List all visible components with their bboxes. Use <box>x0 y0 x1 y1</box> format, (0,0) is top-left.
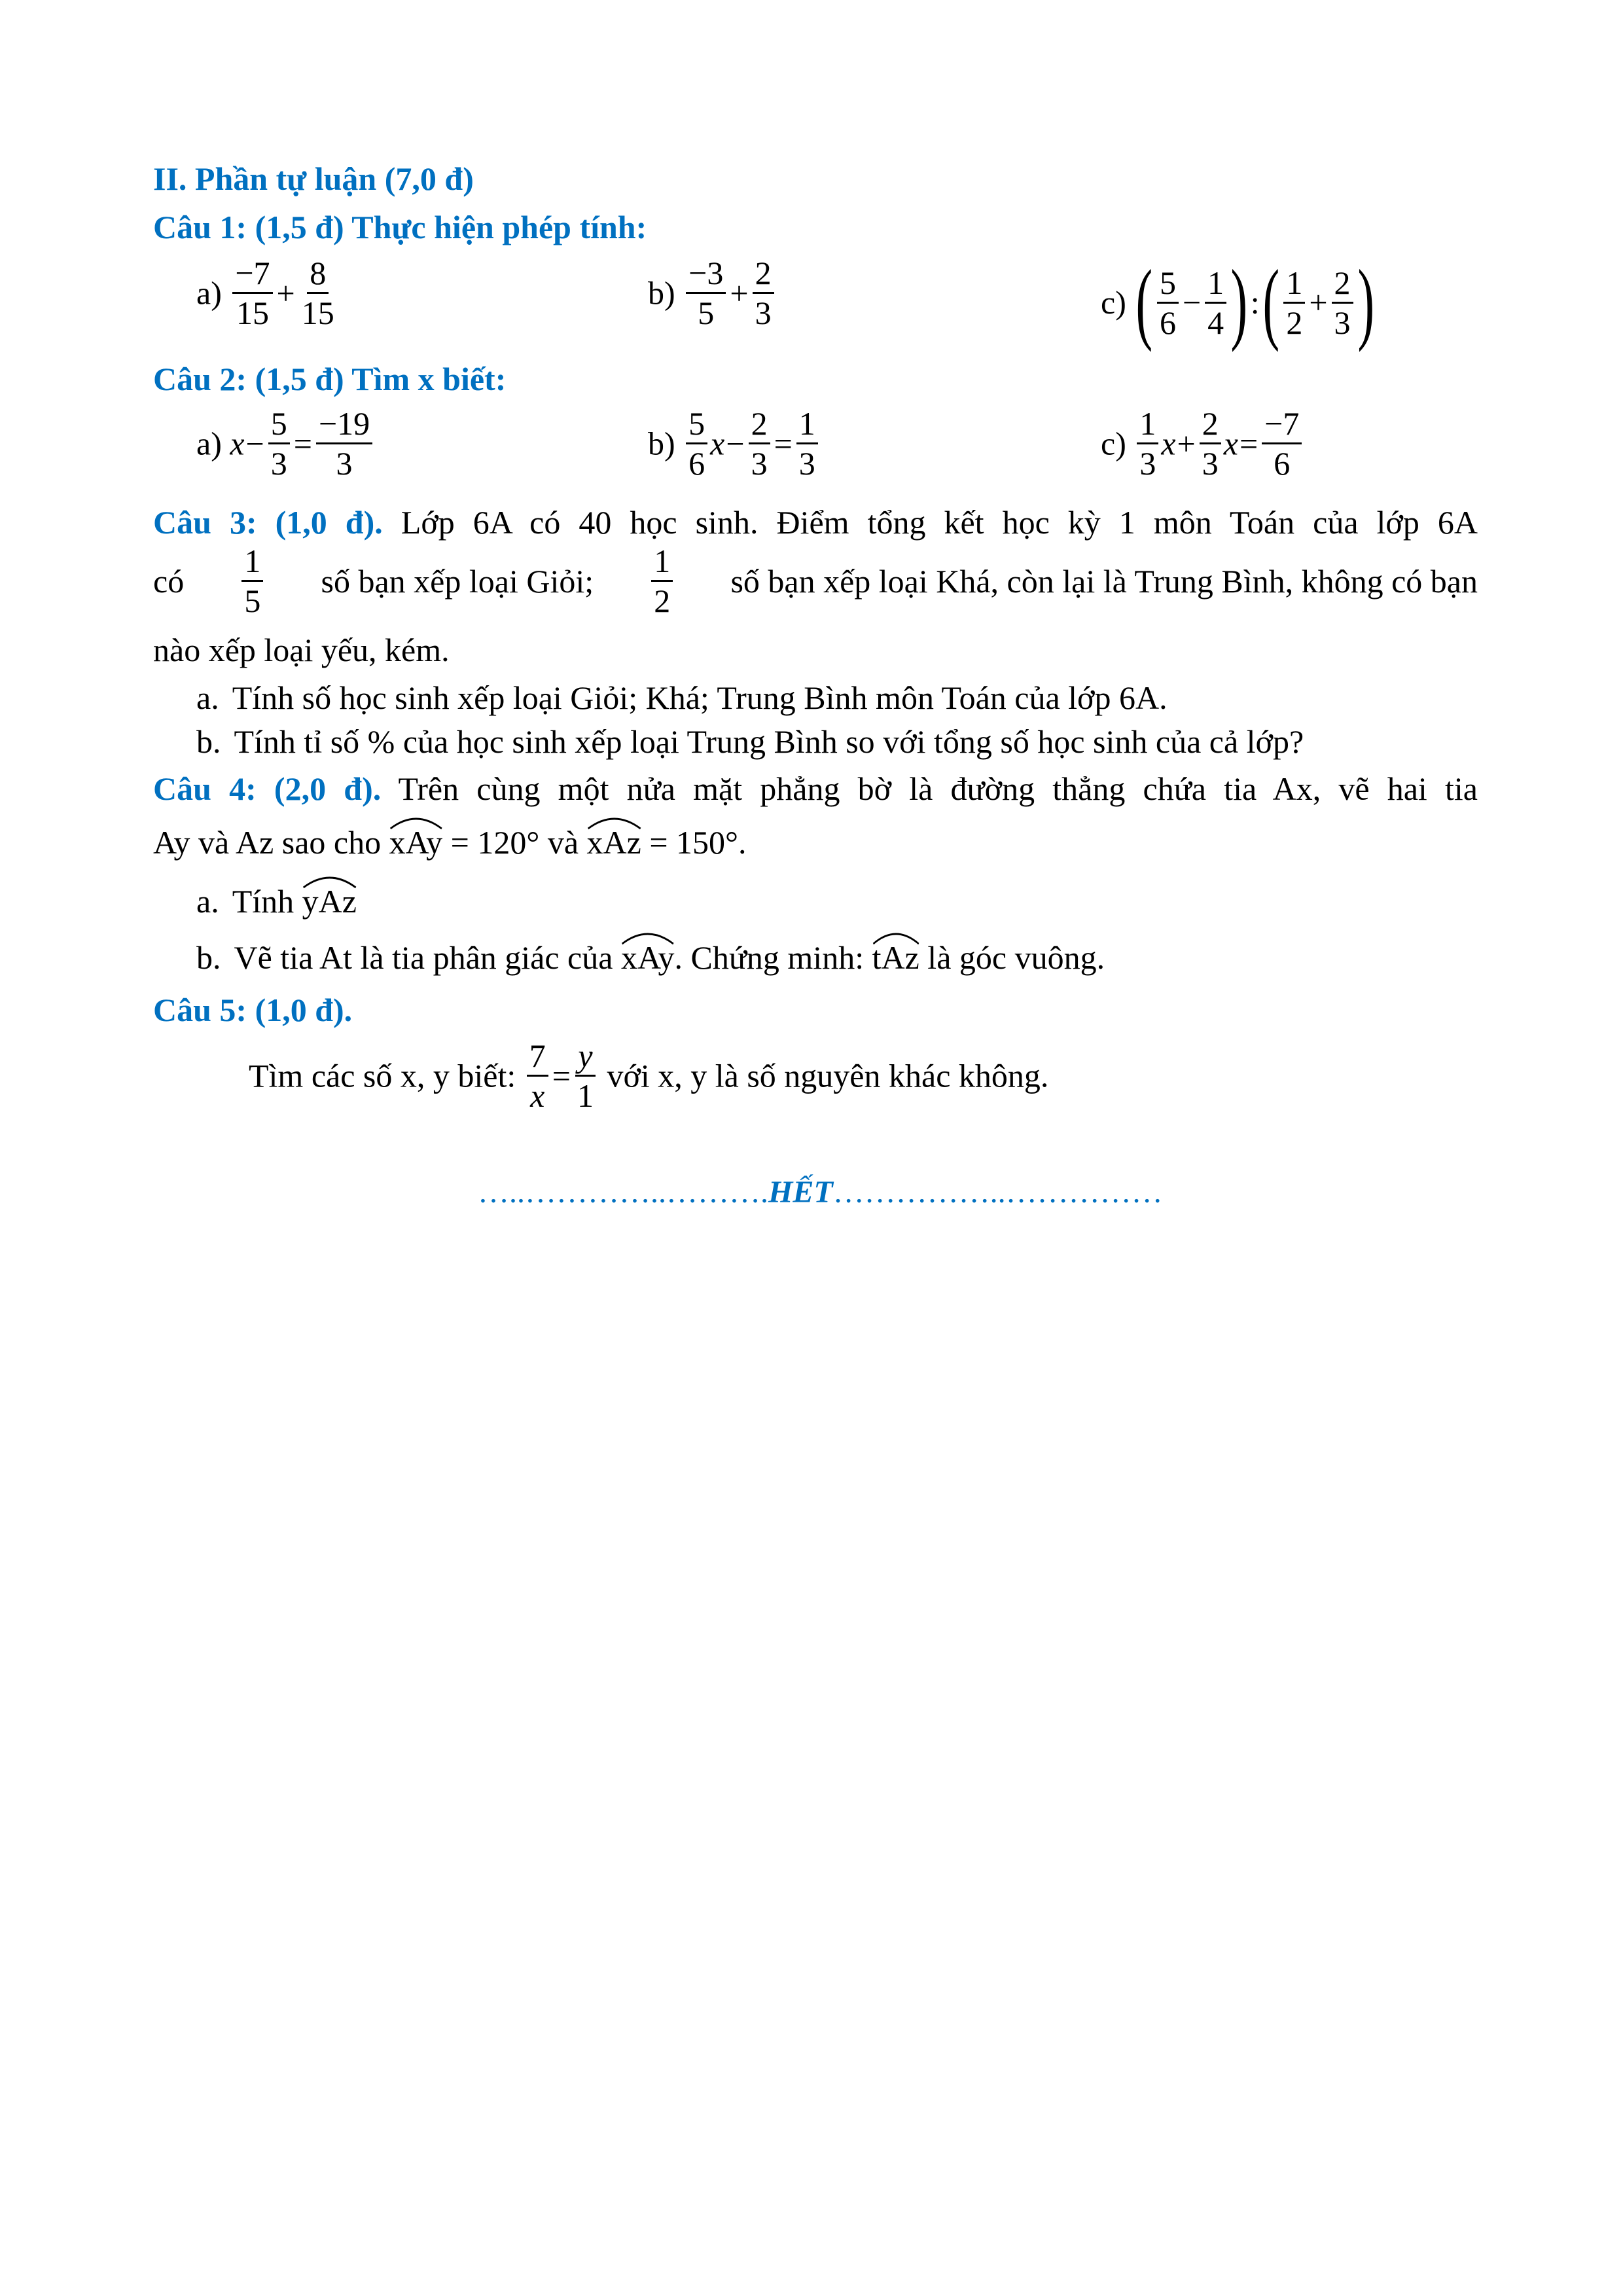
fraction: $\frac{-3}{5}$ <box>686 257 726 329</box>
fraction: $\frac{2}{3}$ <box>1200 407 1221 480</box>
q2-a: a) x− $\frac{5}{3}$ = $\frac{-19}{3}$ <box>196 407 375 480</box>
q1-a-label: a) <box>196 274 222 312</box>
q3-item-a: a. Tính số học sinh xếp loại Giỏi; Khá; Trung Bình môn Toán của lớp 6A. <box>196 679 1168 716</box>
fraction: $\frac{5}{6}$ <box>1157 266 1179 339</box>
fraction: $\frac{2}{3}$ <box>1332 266 1353 339</box>
q2-title: Câu 2: (1,5 đ) Tìm x biết: <box>153 361 507 397</box>
q2-b-label: b) <box>648 425 675 462</box>
q5-title: Câu 5: (1,0 đ). <box>153 992 353 1028</box>
fraction: $\frac{1}{2}$ <box>1283 266 1305 339</box>
q3-line1: Câu 3: (1,0 đ). Lớp 6A có 40 học sinh. Điểm tổng kết học kỳ 1 môn Toán của lớp 6A <box>153 504 1478 541</box>
q1-b: b) $\frac{-3}{5}$ + $\frac{2}{3}$ <box>648 257 777 329</box>
fraction: $\frac{5}{3}$ <box>268 407 290 480</box>
fraction: $\frac{7}{x}$ <box>527 1039 548 1112</box>
angle-symbol: tAz <box>872 937 919 974</box>
fraction: $\frac{1}{2}$ <box>651 545 673 617</box>
end-text: HẾT <box>768 1175 833 1210</box>
q1-c-label: c) <box>1101 284 1126 321</box>
q1-title: Câu 1: (1,5 đ) Thực hiện phép tính: <box>153 209 647 245</box>
fraction: $\frac{y}{1}$ <box>575 1039 596 1112</box>
q4-line1: Câu 4: (2,0 đ). Trên cùng một nửa mặt phẳng bờ là đường thẳng chứa tia Ax, vẽ hai tia <box>153 770 1478 807</box>
q5-body: Tìm các số x, y biết: $\frac{7}{x}$ = $\frac{y}{1}$ với x, y là số nguyên khác không. <box>249 1037 1049 1114</box>
fraction: $\frac{8}{15}$ <box>301 255 334 331</box>
fraction: $\frac{1}{4}$ <box>1205 266 1226 339</box>
q4-item-b: b. Vẽ tia At là tia phân giác của xAy . Chứng minh: tAz là góc vuông. <box>196 937 1105 974</box>
angle-symbol: yAz <box>302 881 357 918</box>
fraction: $\frac{5}{6}$ <box>686 407 707 480</box>
angle-symbol: xAy <box>621 937 675 974</box>
angle-symbol: xAy <box>389 822 443 859</box>
angle-symbol: xAz <box>587 822 641 859</box>
q4-item-a: a. Tính yAz <box>196 881 357 918</box>
q3-line2: có $\frac{1}{5}$ số bạn xếp loại Giỏi; $\frac{1}{2}$ số bạn xếp loại Khá, còn lại là Trung Bình, không có bạn <box>153 543 1478 619</box>
fraction: $\frac{1}{3}$ <box>796 407 818 480</box>
q1-c: c) ( $\frac{5}{6}$ − $\frac{1}{4}$ ):( $\frac{1}{2}$ + $\frac{2}{3}$ ) <box>1101 251 1374 353</box>
q4-line2: Ay và Az sao cho xAy = 120° và xAz = 150°. <box>153 822 747 859</box>
q3-title: Câu 3: (1,0 đ). <box>153 504 383 541</box>
end-marker: …..…………..……….HẾT……………..…………… <box>478 1175 1163 1210</box>
q3-line3: nào xếp loại yếu, kém. <box>153 632 450 668</box>
fraction: $\frac{2}{3}$ <box>749 407 770 480</box>
q3-item-b: b. Tính tỉ số % của học sinh xếp loại Trung Bình so với tổng số học sinh của cả lớp? <box>196 723 1304 760</box>
q1-b-label: b) <box>648 274 675 312</box>
q2-c: c) $\frac{1}{3}$ x+ $\frac{2}{3}$ x= $\frac{-7}{6}$ <box>1101 407 1304 480</box>
section-heading: II. Phần tự luận (7,0 đ) <box>153 160 474 197</box>
fraction: $\frac{1}{3}$ <box>1137 407 1158 480</box>
fraction: $\frac{2}{3}$ <box>753 257 774 329</box>
fraction: $\frac{1}{5}$ <box>241 545 263 617</box>
fraction: $\frac{-7}{15}$ <box>232 257 272 329</box>
fraction: $\frac{-19}{3}$ <box>316 407 372 480</box>
q4-title: Câu 4: (2,0 đ). <box>153 770 382 807</box>
q2-c-label: c) <box>1101 425 1126 462</box>
fraction: $\frac{-7}{6}$ <box>1262 407 1302 480</box>
q2-b: b) $\frac{5}{6}$ x− $\frac{2}{3}$ = $\frac{1}{3}$ <box>648 407 821 480</box>
q1-a: a) $\frac{-7}{15}$ + $\frac{8}{15}$ <box>196 257 340 329</box>
q2-a-label: a) <box>196 425 222 462</box>
